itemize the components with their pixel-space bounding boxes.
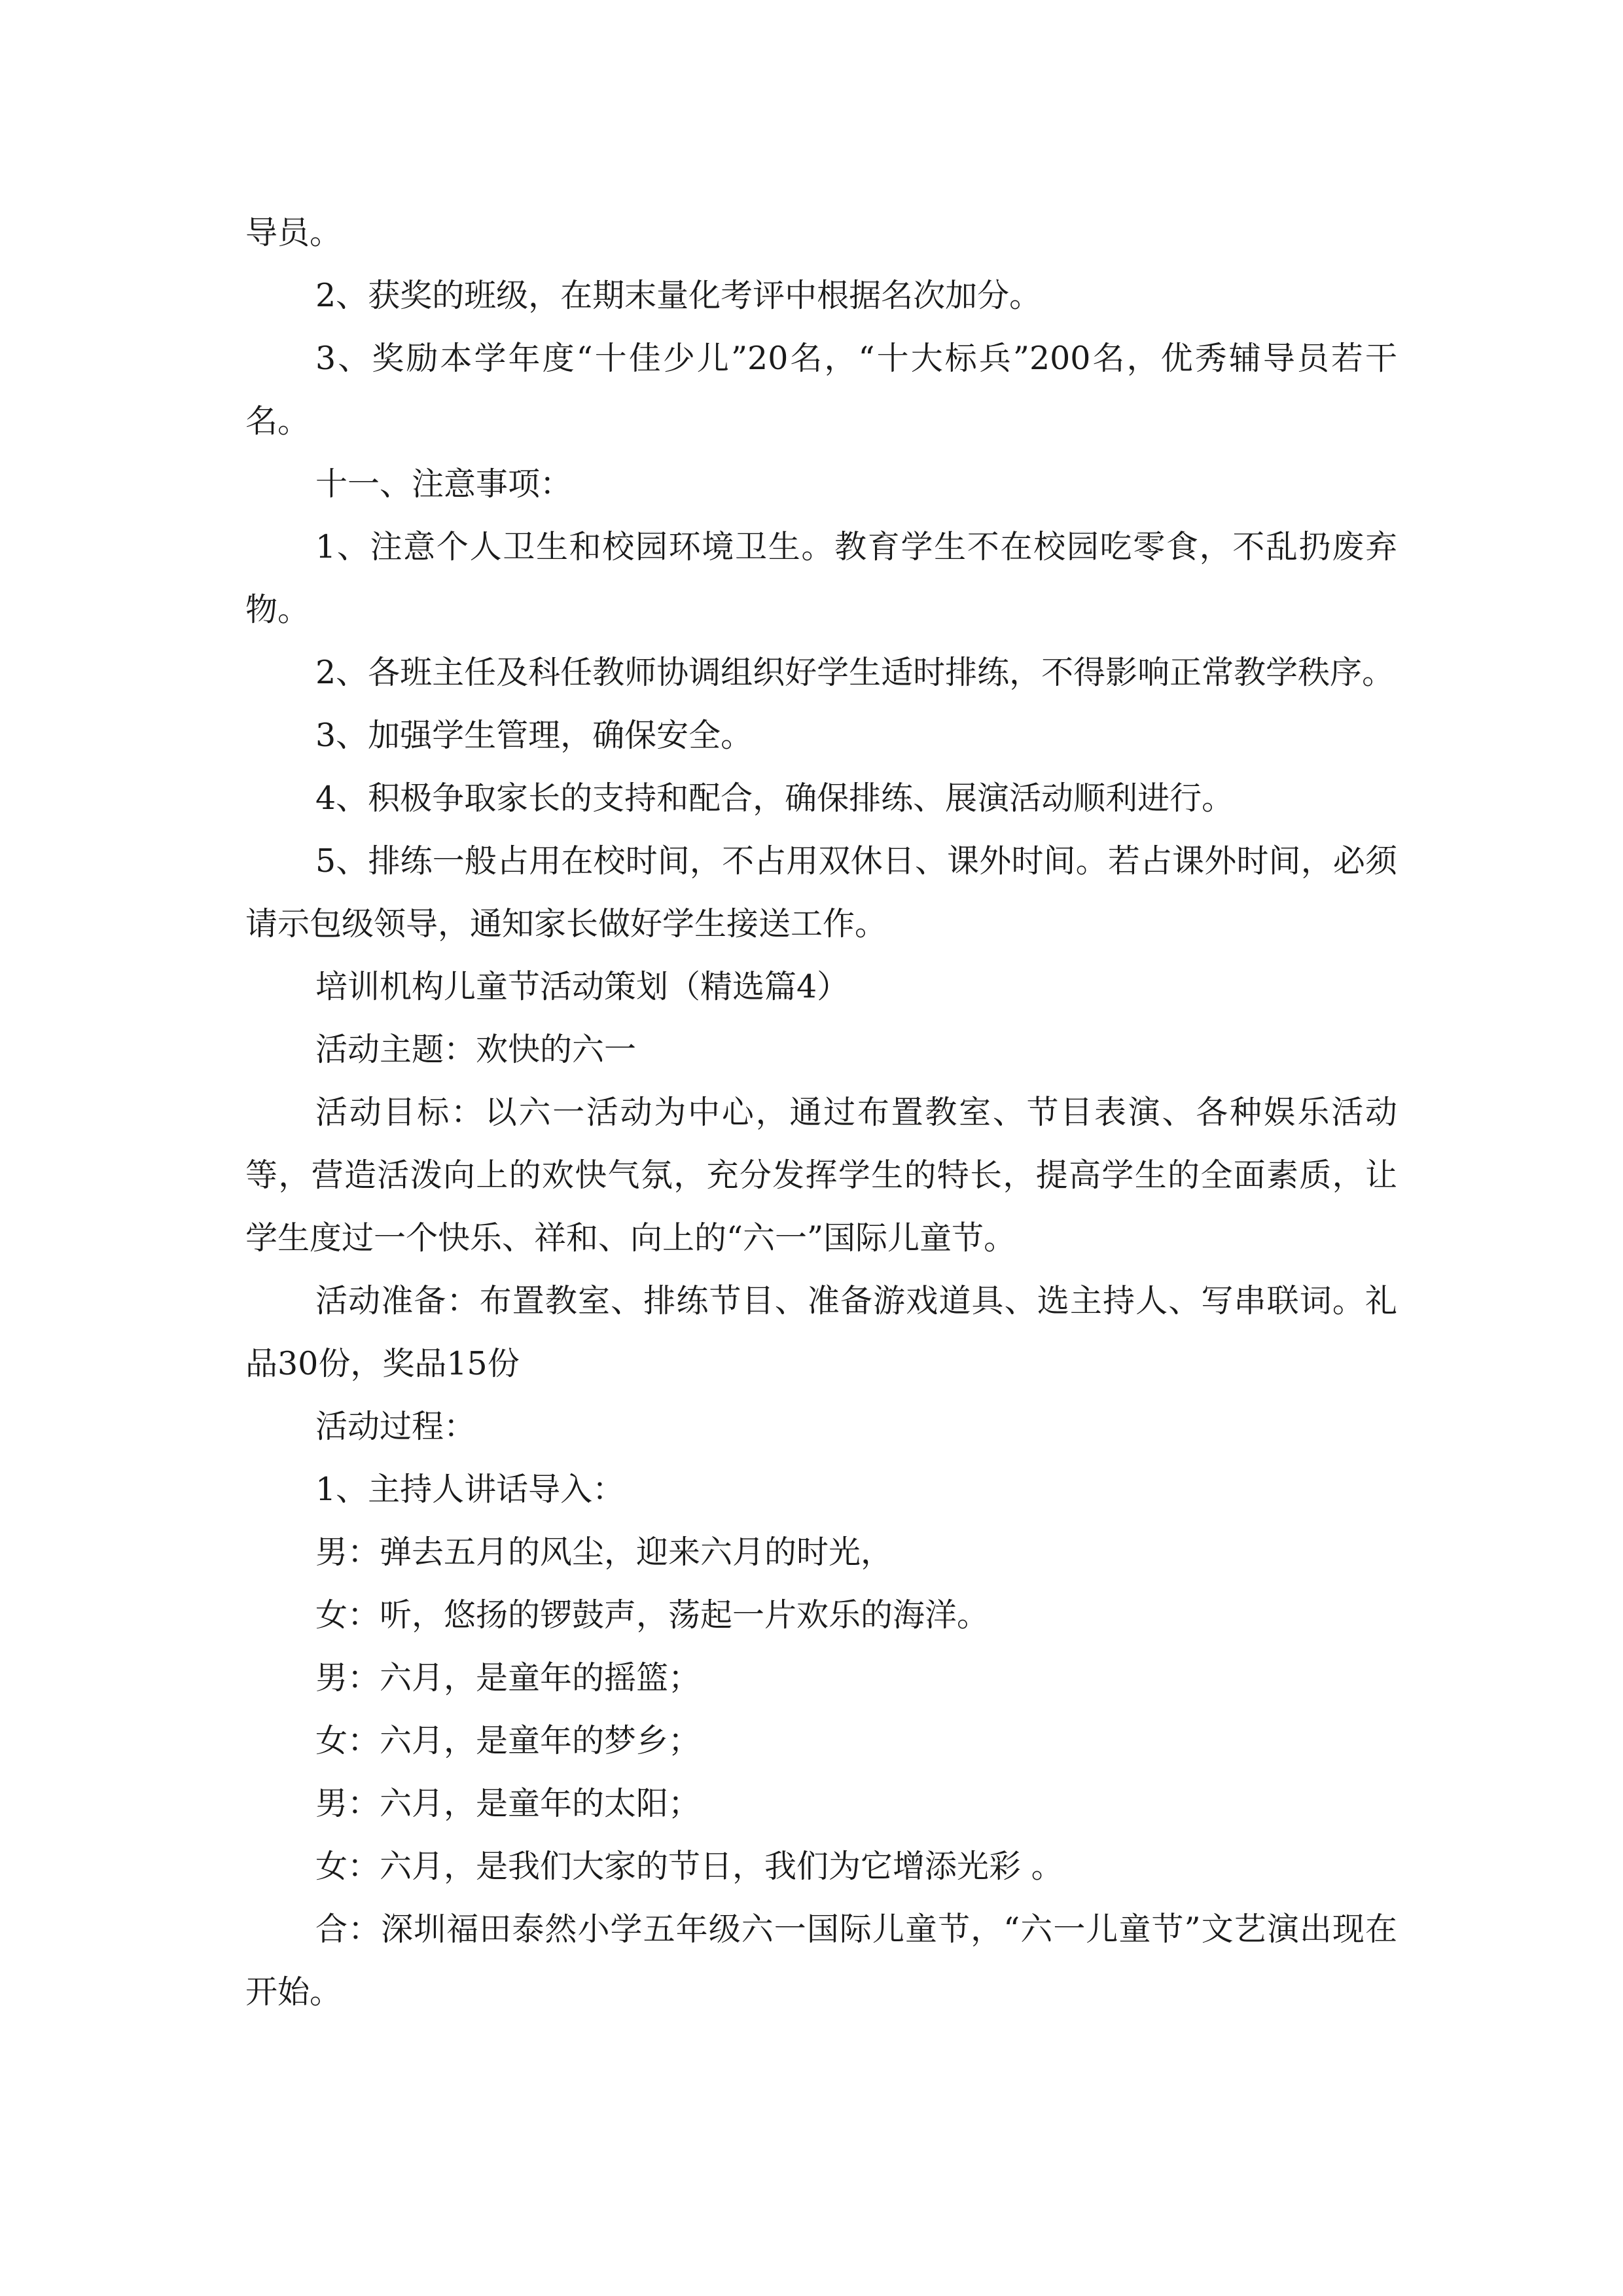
paragraph: 4、积极争取家长的支持和配合，确保排练、展演活动顺利进行。: [315, 780, 1234, 817]
dialogue-line: 男：六月，是童年的摇篮；: [315, 1659, 701, 1696]
document-body: [245, 202, 1397, 2024]
dialogue-line: 男：弹去五月的风尘，迎来六月的时光，: [315, 1534, 893, 1571]
paragraph: 2、获奖的班级，在期末量化考评中根据名次加分。: [315, 277, 1042, 314]
article-title: 培训机构儿童节活动策划（精选篇4）: [315, 968, 849, 1005]
paragraph: 活动准备：布置教室、排练节目、准备游戏道具、选主持人、写串联词。礼品30份，奖品15份: [245, 1282, 1397, 1382]
paragraph: 3、加强学生管理，确保安全。: [315, 717, 753, 754]
dialogue-line: 女：六月，是童年的梦乡；: [315, 1722, 701, 1759]
paragraph: 2、各班主任及科任教师协调组织好学生适时排练，不得影响正常教学秩序。: [315, 654, 1395, 691]
section-heading: 十一、注意事项：: [315, 465, 573, 503]
dialogue-line: 女：听，悠扬的锣鼓声，荡起一片欢乐的海洋。: [315, 1596, 990, 1634]
dialogue-line: 合：深圳福田泰然小学五年级六一国际儿童节，“六一儿童节”文艺演出现在开始。: [245, 1910, 1397, 2011]
paragraph: 导员。: [245, 214, 342, 251]
paragraph: 活动过程：: [315, 1408, 476, 1445]
paragraph: 5、排练一般占用在校时间，不占用双休日、课外时间。若占课外时间，必须请示包级领导，通知家长做好学生接送工作。: [245, 842, 1397, 942]
paragraph: 3、奖励本学年度“十佳少儿”20名，“十大标兵”200名，优秀辅导员若干名。: [245, 340, 1397, 440]
dialogue-line: 男：六月，是童年的太阳；: [315, 1785, 701, 1822]
dialogue-line: 女：六月，是我们大家的节日，我们为它增添光彩 。: [315, 1848, 1063, 1885]
paragraph: 1、注意个人卫生和校园环境卫生。教育学生不在校园吃零食，不乱扔废弃物。: [245, 528, 1397, 628]
paragraph: 活动目标：以六一活动为中心，通过布置教室、节目表演、各种娱乐活动等，营造活泼向上的欢快气氛，充分发挥学生的特长，提高学生的全面素质，让学生度过一个快乐、祥和、向上的“六一”国际儿童节。: [245, 1094, 1397, 1257]
paragraph: 活动主题：欢快的六一: [315, 1031, 637, 1068]
paragraph: 1、主持人讲话导入：: [315, 1471, 625, 1508]
